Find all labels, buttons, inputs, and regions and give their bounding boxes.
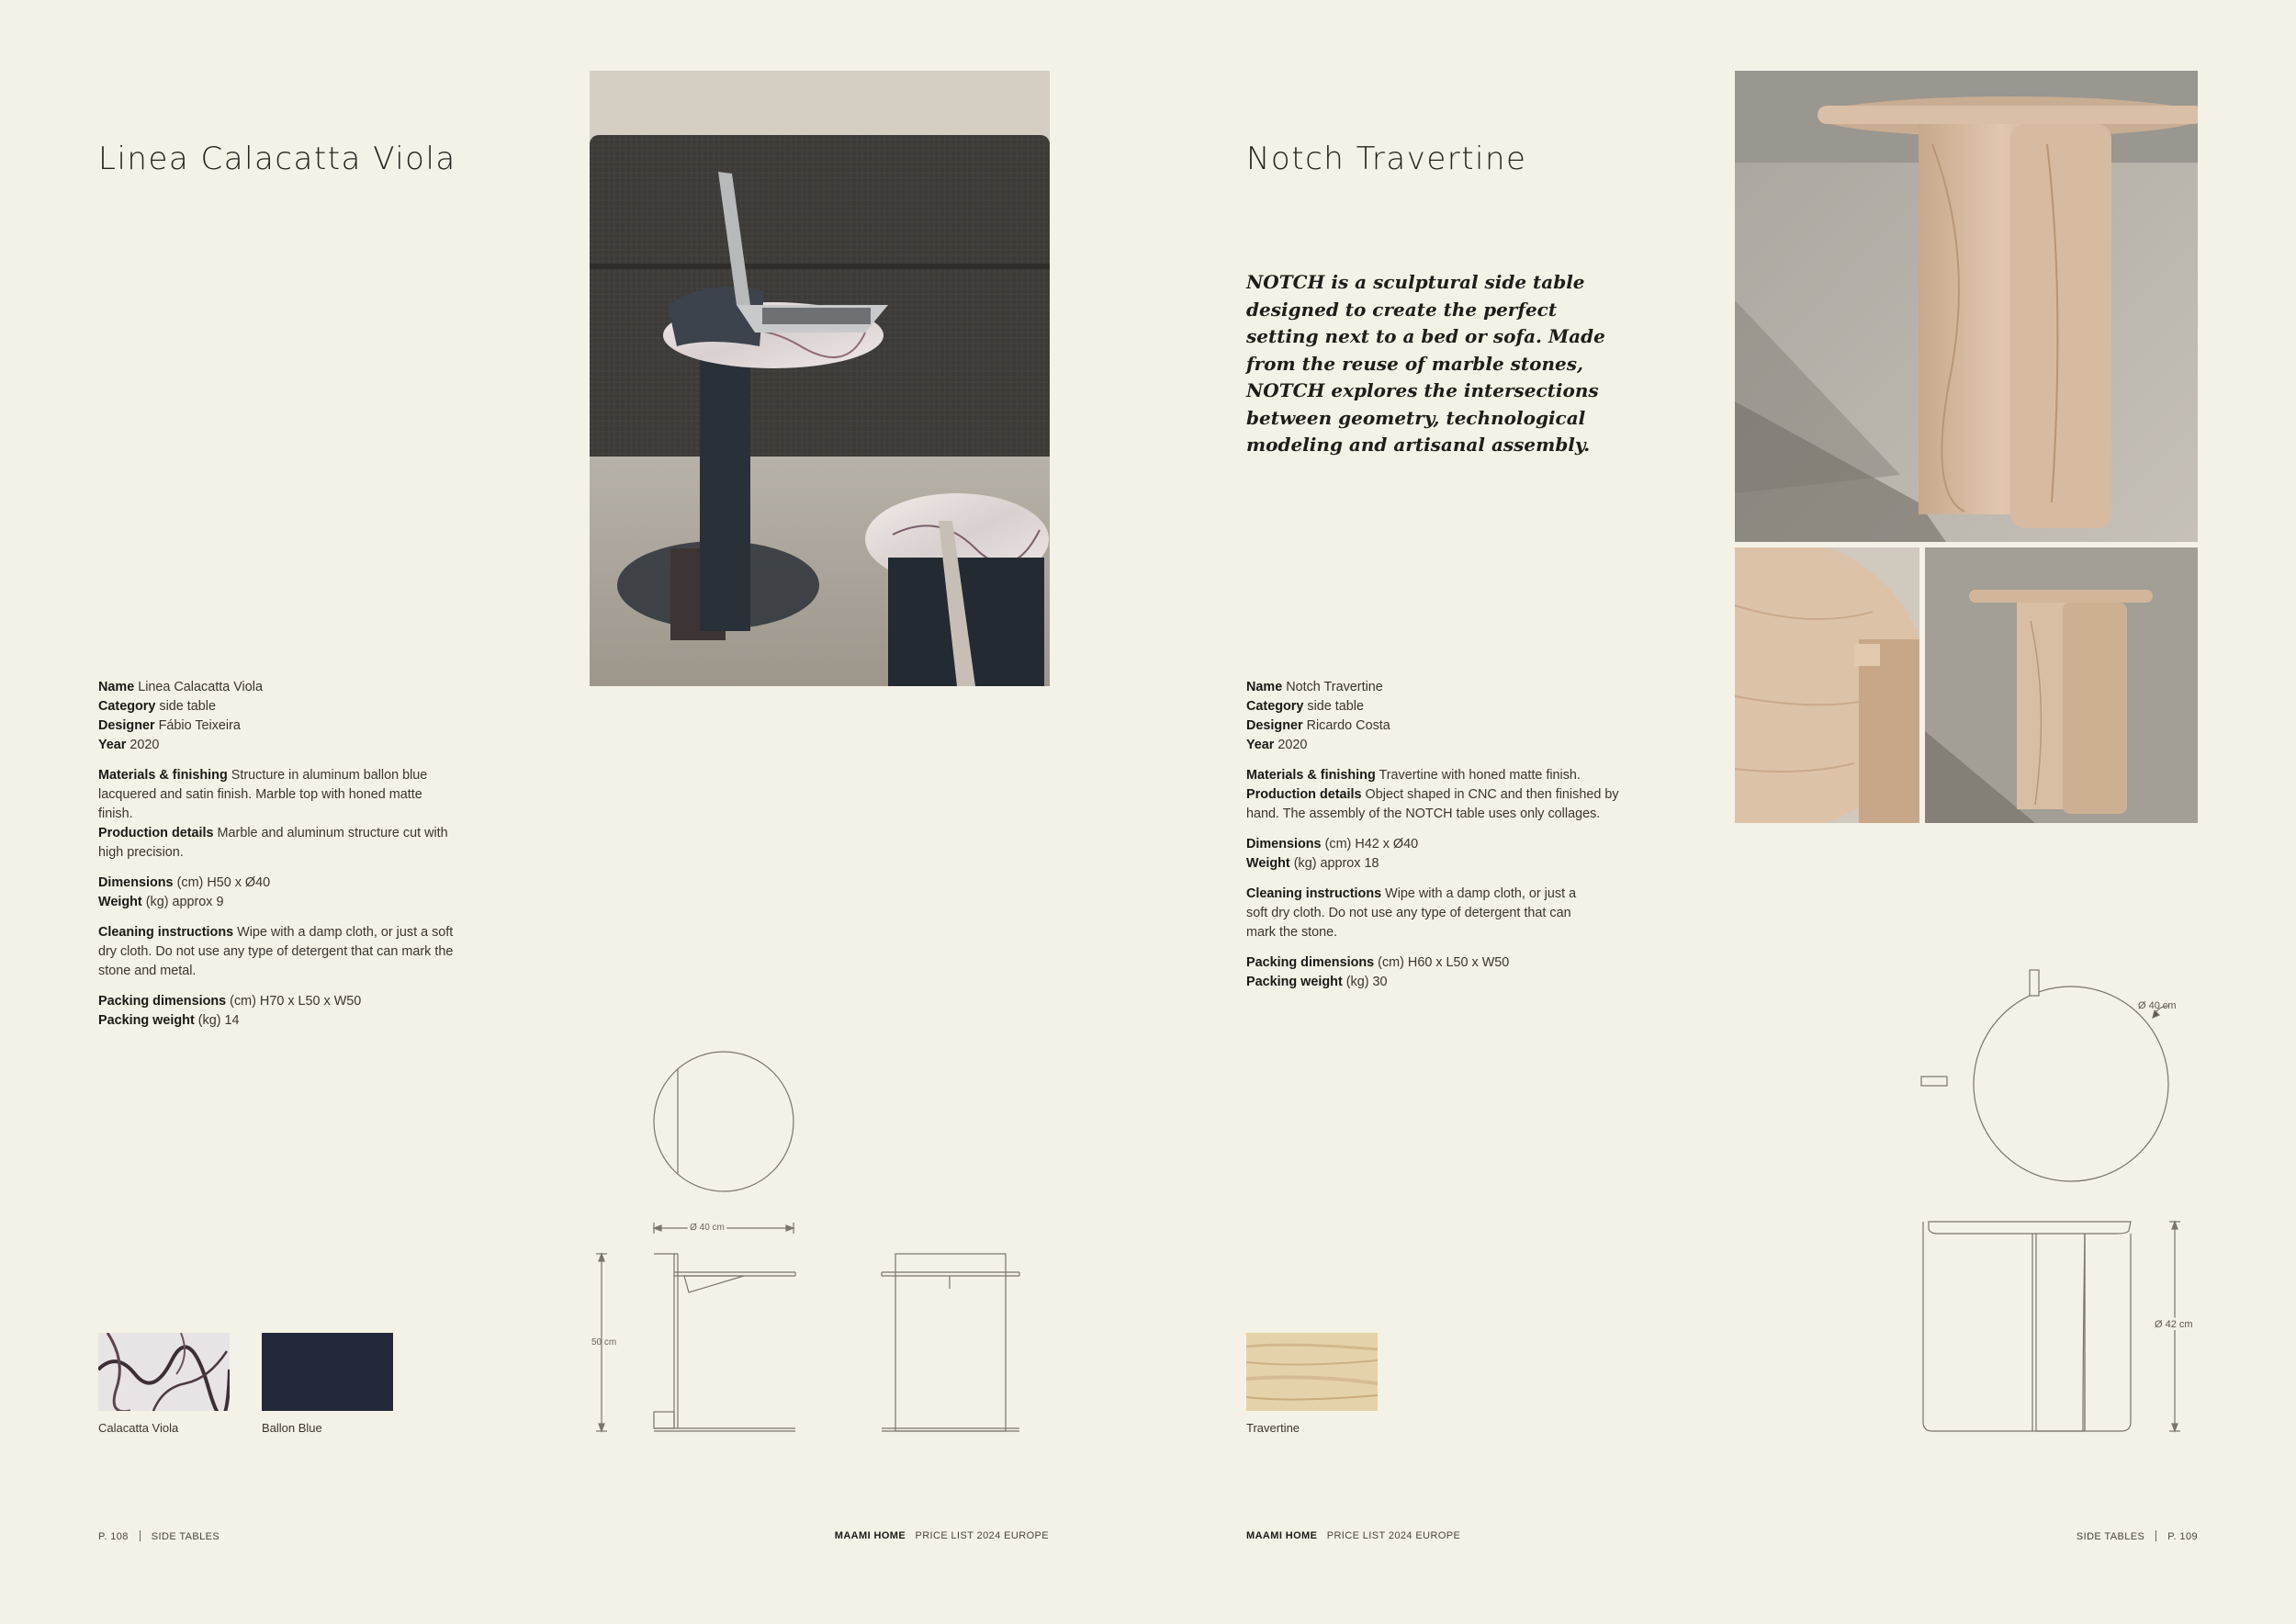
pricelist-left: PRICE LIST 2024 EUROPE — [915, 1530, 1049, 1541]
product-intro: NOTCH is a sculptural side table designed to create the perfect setting next to a bed or sofa. Made from the reuse of marble stones, NOTCH explores the intersections between geometry, technological modeling and artisanal assembly. — [1246, 271, 1605, 456]
spec-name: Notch Travertine — [1286, 680, 1383, 694]
brand-name-right: MAAMI HOME — [1246, 1530, 1318, 1541]
section-name-left: SIDE TABLES — [151, 1531, 220, 1542]
section-name-right: SIDE TABLES — [2076, 1531, 2145, 1542]
product-photo-notch-side — [1925, 547, 2198, 823]
page-number-right: P. 109 — [2167, 1531, 2198, 1542]
swatch-label-calacatta-viola: Calacatta Viola — [98, 1421, 179, 1435]
spec-packing-dimensions: (cm) H60 x L50 x W50 — [1378, 955, 1510, 970]
brand-name-left: MAAMI HOME — [834, 1530, 906, 1541]
spec-production: Marble and aluminum structure cut with high precision. — [98, 826, 448, 860]
spec-year: 2020 — [1277, 738, 1308, 752]
page-number-left: P. 108 — [98, 1531, 129, 1542]
spec-cleaning: Wipe with a damp cloth, or just a soft dry cloth. Do not use any type of detergent that can mark the stone. — [1246, 886, 1577, 940]
spec-packing-dimensions: (cm) H70 x L50 x W50 — [230, 994, 362, 1009]
page-title-left: Linea Calacatta Viola — [98, 141, 456, 177]
spec-year: 2020 — [129, 738, 160, 752]
spec-dimensions: (cm) H50 x Ø40 — [176, 875, 271, 890]
footer-right-brand — [1246, 1530, 1460, 1541]
footer-left-pagenum — [98, 1530, 219, 1542]
footer-left-brand — [835, 1530, 1049, 1541]
technical-drawing-notch — [1910, 964, 2223, 1442]
spec-packing-weight: (kg) 30 — [1345, 975, 1388, 989]
spec-weight: (kg) approx 18 — [1293, 856, 1379, 871]
spec-packing-weight: (kg) 14 — [197, 1013, 240, 1028]
swatch-travertine — [1246, 1333, 1378, 1411]
swatch-calacatta-viola — [98, 1333, 230, 1411]
dimension-diameter-label: Ø 40 cm — [2138, 1000, 2177, 1011]
spec-category: side table — [159, 699, 216, 714]
spec-cleaning: Wipe with a damp cloth, or just a soft dry cloth. Do not use any type of detergent that can mark the stone and metal. — [98, 925, 454, 978]
spec-materials: Structure in aluminum ballon blue lacquered and satin finish. Marble top with honed matte finish. — [98, 768, 428, 821]
dimension-diameter-label: Ø 40 cm — [690, 1223, 725, 1233]
spec-name: Linea Calacatta Viola — [138, 680, 263, 694]
swatch-label-ballon-blue: Ballon Blue — [262, 1421, 322, 1435]
spec-dimensions: (cm) H42 x Ø40 — [1324, 837, 1419, 851]
spec-weight: (kg) approx 9 — [145, 895, 224, 909]
footer-right-pagenum — [2077, 1530, 2198, 1542]
swatch-label-travertine: Travertine — [1246, 1421, 1300, 1435]
technical-drawing-linea — [579, 1043, 1056, 1438]
spec-materials: Travertine with honed matte finish. — [1379, 768, 1581, 783]
spec-designer: Ricardo Costa — [1306, 718, 1390, 733]
product-photo-notch-detail — [1735, 547, 1919, 823]
product-photo-linea — [590, 71, 1050, 686]
pricelist-right: PRICE LIST 2024 EUROPE — [1326, 1530, 1461, 1541]
page-title-right: Notch Travertine — [1246, 141, 1527, 177]
spec-block-linea: Name Linea Calacatta Viola Category side table Designer Fábio Teixeira Year 2020 Materials & finishing Structure in aluminum ballon blue lacquered and satin finish. Marble top with honed matte finish. Production details Marble and aluminum structure cut with high precision. Dimensions (cm) H50 x Ø40 Weight (kg) approx 9 Cleaning instructions Wipe with a damp cloth, or just a soft dry cloth. Do not use any type of detergent that can mark the stone and metal. Packing dimensions (cm) H70 x L50 x W50 Packing weight (kg) 14 — [98, 680, 454, 1028]
spec-category: side table — [1307, 699, 1364, 714]
spec-designer: Fábio Teixeira — [158, 718, 241, 733]
spec-production: Object shaped in CNC and then finished by hand. The assembly of the NOTCH table uses only collages. — [1246, 787, 1619, 821]
product-photo-notch-main — [1735, 71, 2198, 542]
spec-block-notch: Name Notch Travertine Category side table Designer Ricardo Costa Year 2020 Materials & finishing Travertine with honed matte finish. Production details Object shaped in CNC and then finished by hand. The assembly of the NOTCH table uses only collages. Dimensions (cm) H42 x Ø40 Weight (kg) approx 18 Cleaning instructions Wipe with a damp cloth, or just a soft dry cloth. Do not use any type of detergent that can mark the stone. Packing dimensions (cm) H60 x L50 x W50 Packing weight (kg) 30 — [1246, 680, 1619, 989]
dimension-height-label: 50 cm — [591, 1337, 617, 1348]
swatch-ballon-blue — [262, 1333, 393, 1411]
dimension-height-label: Ø 42 cm — [2155, 1319, 2193, 1330]
